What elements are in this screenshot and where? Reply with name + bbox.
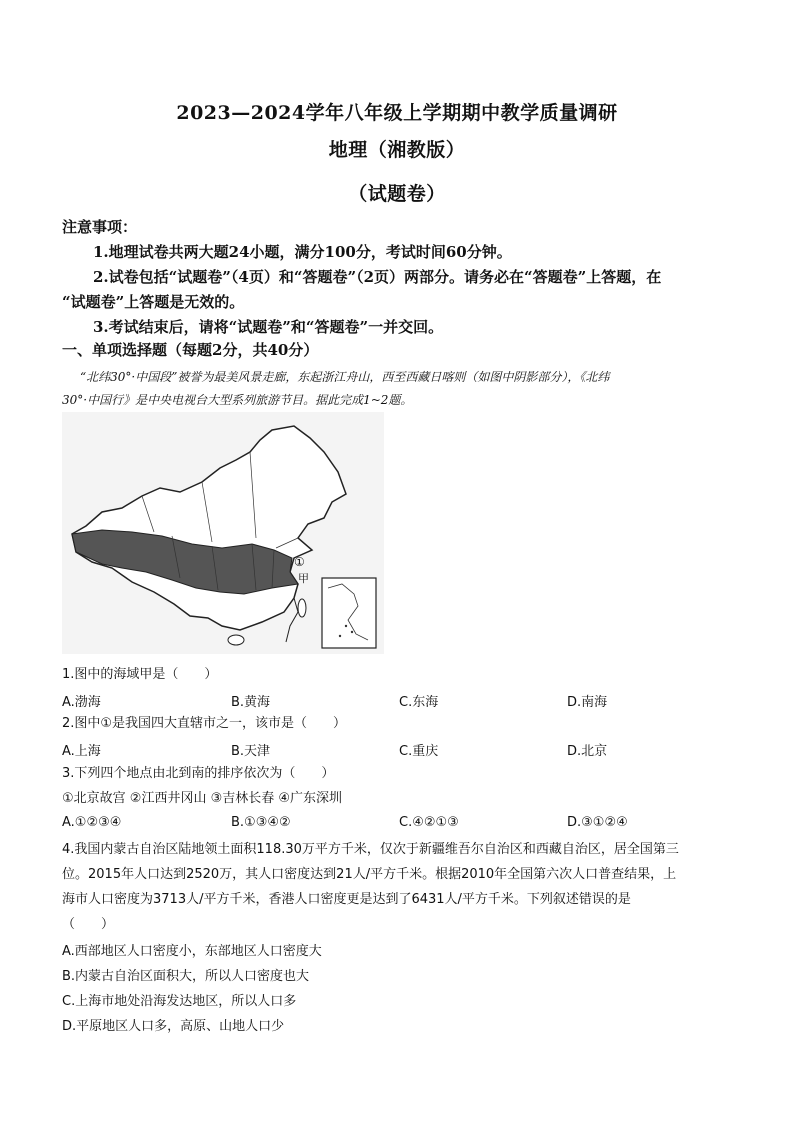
q1-option-c[interactable]: C.东海 <box>399 695 439 710</box>
exam-title: 2023—2024学年八年级上学期期中教学质量调研 <box>176 102 618 124</box>
paper-title: （试题卷） <box>348 183 446 205</box>
question-4-stem-line-1: 4.我国内蒙古自治区陆地领土面积118.30万平方千米，仅次于新疆维吾尔自治区和西藏自治区，居全国第三 <box>62 842 679 857</box>
q3-option-b[interactable]: B.①③④② <box>231 815 291 830</box>
notice-item-1: 1.地理试卷共两大题24小题，满分100分，考试时间60分钟。 <box>93 243 512 261</box>
question-4-stem-line-2: 位。2015年人口达到2520万，其人口密度达到21人/平方千米。根据2010年全国第六次人口普查结果，上 <box>62 867 677 882</box>
notice-item-2-line-1: 2.试卷包括“试题卷”（4页）和“答题卷”（2页）两部分。请务必在“答题卷”上答题，在 <box>93 268 662 286</box>
q4-option-c[interactable]: C.上海市地处沿海发达地区，所以人口多 <box>62 994 297 1009</box>
intro-line-1: “北纬30°·中国段”被誉为最美风景走廊，东起浙江舟山，西至西藏日喀则（如图中阴影部分），《北纬 <box>80 370 610 384</box>
inset-island-dot <box>345 625 347 627</box>
question-2-stem: 2.图中①是我国四大直辖市之一，该市是（ ） <box>62 716 347 731</box>
q2-option-c[interactable]: C.重庆 <box>399 744 439 759</box>
q1-option-b[interactable]: B.黄海 <box>231 695 271 710</box>
question-4-stem-line-3: 海市人口密度为3713人/平方千米，香港人口密度更是达到了6431人/平方千米。下列叙述错误的是 <box>62 892 631 907</box>
notice-heading: 注意事项： <box>62 218 138 236</box>
question-3-stem: 3.下列四个地点由北到南的排序依次为（ ） <box>62 766 335 781</box>
question-3-items: ①北京故宫 ②江西井冈山 ③吉林长春 ④广东深圳 <box>62 791 343 806</box>
section-heading: 一、单项选择题（每题2分，共40分） <box>62 341 319 359</box>
map-label-sea: 甲 <box>298 572 309 585</box>
inset-island-dot <box>339 635 341 637</box>
question-4-stem-line-4: （ ） <box>62 917 115 932</box>
hainan-island <box>228 635 244 645</box>
question-1-stem: 1.图中的海域甲是（ ） <box>62 667 218 682</box>
subject-title: 地理（湘教版） <box>328 139 466 161</box>
q4-option-b[interactable]: B.内蒙古自治区面积大，所以人口密度也大 <box>62 969 310 984</box>
notice-item-3: 3.考试结束后，请将“试题卷”和“答题卷”一并交回。 <box>93 318 444 336</box>
south-china-sea-inset <box>322 578 376 648</box>
inset-island-dot <box>351 631 353 633</box>
q3-option-c[interactable]: C.④②①③ <box>399 815 459 830</box>
q1-option-d[interactable]: D.南海 <box>567 695 608 710</box>
q1-option-a[interactable]: A.渤海 <box>62 695 101 710</box>
q4-option-d[interactable]: D.平原地区人口多，高原、山地人口少 <box>62 1019 285 1034</box>
map-label-1: ① <box>294 555 305 569</box>
china-map-figure <box>62 412 384 654</box>
q3-option-d[interactable]: D.③①②④ <box>567 815 628 830</box>
notice-item-2-line-2: “试题卷”上答题是无效的。 <box>62 293 245 311</box>
q3-option-a[interactable]: A.①②③④ <box>62 815 122 830</box>
q2-option-d[interactable]: D.北京 <box>567 744 608 759</box>
q2-option-a[interactable]: A.上海 <box>62 744 101 759</box>
intro-line-2: 30°·中国行》是中央电视台大型系列旅游节目。据此完成1~2题。 <box>62 393 413 407</box>
q2-option-b[interactable]: B.天津 <box>231 744 271 759</box>
taiwan-island <box>298 599 306 617</box>
q4-option-a[interactable]: A.西部地区人口密度小，东部地区人口密度大 <box>62 944 322 959</box>
